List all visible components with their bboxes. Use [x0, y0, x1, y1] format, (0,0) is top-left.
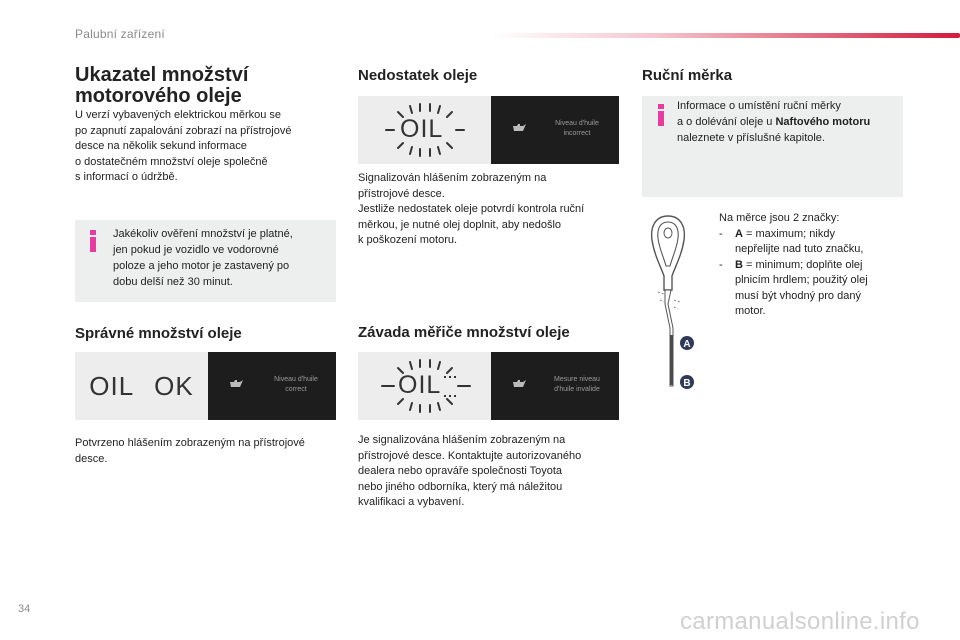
ok-text: OK — [154, 370, 194, 401]
fault-line: přístrojové desce. Kontaktujte autorizovaného — [358, 449, 582, 462]
list-dash: - — [719, 258, 723, 271]
oil-text: OIL — [400, 115, 444, 143]
mark-a-item — [719, 227, 909, 258]
correct-line: desce. — [75, 452, 108, 465]
correct-text — [75, 436, 340, 467]
info-line — [677, 114, 902, 130]
info-text — [677, 98, 902, 146]
display-message — [537, 119, 617, 139]
mark-letter: B — [735, 258, 743, 271]
info-line: Informace o umístění ruční měrky — [677, 100, 841, 112]
intro-line: desce na několik sekund informace — [75, 140, 247, 152]
intro-text — [75, 108, 340, 186]
oil-text: OIL — [89, 370, 135, 401]
info-box-dipstick — [642, 96, 903, 197]
display-panel-low — [358, 96, 619, 164]
mark-line: motor. — [735, 305, 766, 317]
display-message — [537, 375, 617, 395]
dipstick-marks-text — [719, 211, 909, 320]
dipstick-illustration — [640, 210, 700, 395]
page-number: 34 — [18, 603, 31, 615]
correct-line: Potvrzeno hlášením zobrazeným na přístrojové — [75, 437, 305, 449]
page-title — [75, 65, 335, 107]
info-line: naleznete v příslušné kapitole. — [677, 132, 825, 144]
oil-can-icon — [511, 379, 527, 389]
info-line: dobu delší než 30 minut. — [113, 276, 233, 288]
display-panel-correct — [75, 352, 336, 420]
info-text-bold: Naftového motoru — [775, 116, 871, 128]
display-warning-area — [358, 352, 491, 420]
fault-text — [358, 433, 633, 511]
fault-line: kvalifikaci a vybavení. — [358, 496, 465, 508]
fault-line: nebo jiného odborníka, který má náležitou — [358, 480, 563, 493]
mark-line: = maximum; nikdy — [742, 227, 835, 240]
section-title-dipstick: Ruční měrka — [642, 67, 733, 84]
mark-letter: A — [735, 227, 743, 240]
message-line: d'huile invalide — [554, 386, 600, 393]
display-message-area — [491, 96, 619, 164]
section-title-fault: Závada měřiče množství oleje — [358, 324, 570, 341]
info-text-plain: a o dolévání oleje u — [677, 116, 776, 128]
list-dash: - — [719, 227, 723, 240]
mark-line: = minimum; doplňte olej — [742, 258, 863, 271]
intro-line: o dostatečném množství oleje společně — [75, 155, 268, 168]
low-line: Jestliže nedostatek oleje potvrdí kontrola ruční — [358, 203, 585, 215]
oil-can-icon — [228, 379, 244, 389]
section-title-low: Nedostatek oleje — [358, 67, 478, 84]
message-line: Niveau d'huile — [274, 376, 318, 383]
display-message-area — [208, 352, 336, 420]
display-warning-area — [75, 352, 208, 420]
message-line: Niveau d'huile — [555, 120, 599, 127]
mark-line: plnicím hrdlem; použitý olej — [735, 274, 868, 286]
message-line: correct — [285, 386, 307, 393]
low-text — [358, 171, 628, 249]
low-line: Signalizován hlášením zobrazeným na — [358, 172, 547, 184]
info-text — [113, 226, 333, 290]
fault-line: dealera nebo opraváře společnosti Toyota — [358, 465, 563, 477]
oil-text: OIL — [398, 371, 442, 399]
section-title-correct: Správné množství oleje — [75, 325, 242, 342]
fault-line: Je signalizována hlášením zobrazeným na — [358, 434, 566, 446]
header-accent-line — [490, 33, 960, 38]
mark-b-item — [719, 258, 909, 320]
display-panel-fault — [358, 352, 619, 420]
info-line: jen pokud je vozidlo ve vodorovné — [113, 244, 279, 256]
intro-line: s informací o údržbě. — [75, 171, 178, 183]
page-title-line-1: Ukazatel množství — [75, 64, 249, 86]
info-icon — [85, 230, 101, 252]
mark-b-label: B — [683, 378, 691, 389]
display-warning-area — [358, 96, 491, 164]
mark-a-label: A — [683, 339, 691, 350]
low-line: k poškození motoru. — [358, 234, 458, 246]
mark-line: nepřelijte nad tuto značku, — [735, 243, 864, 255]
info-line: Jakékoliv ověření množství je platné, — [113, 228, 293, 240]
intro-line: U verzí vybavených elektrickou měrkou se — [75, 109, 282, 121]
page-title-line-2: motorového oleje — [75, 85, 242, 107]
info-icon — [653, 104, 669, 126]
low-line: měrkou, je nutné olej doplnit, aby nedošlo — [358, 218, 562, 231]
info-line: poloze a jeho motor je zastavený po — [113, 260, 290, 272]
oil-can-icon — [511, 123, 527, 133]
message-line: incorrect — [563, 130, 591, 137]
intro-line: po zapnutí zapalování zobrazí na přístrojové — [75, 124, 292, 137]
header-title: Palubní zařízení — [75, 27, 165, 41]
marks-intro: Na měrce jsou 2 značky: — [719, 212, 840, 224]
message-line: Mesure niveau — [554, 376, 600, 383]
display-message-area — [491, 352, 619, 420]
info-box-validity — [75, 220, 336, 302]
display-message — [256, 375, 336, 395]
mark-line: musí být vhodný pro daný — [735, 289, 861, 302]
watermark-text: carmanualsonline.info — [680, 608, 920, 635]
low-line: přístrojové desce. — [358, 187, 445, 200]
